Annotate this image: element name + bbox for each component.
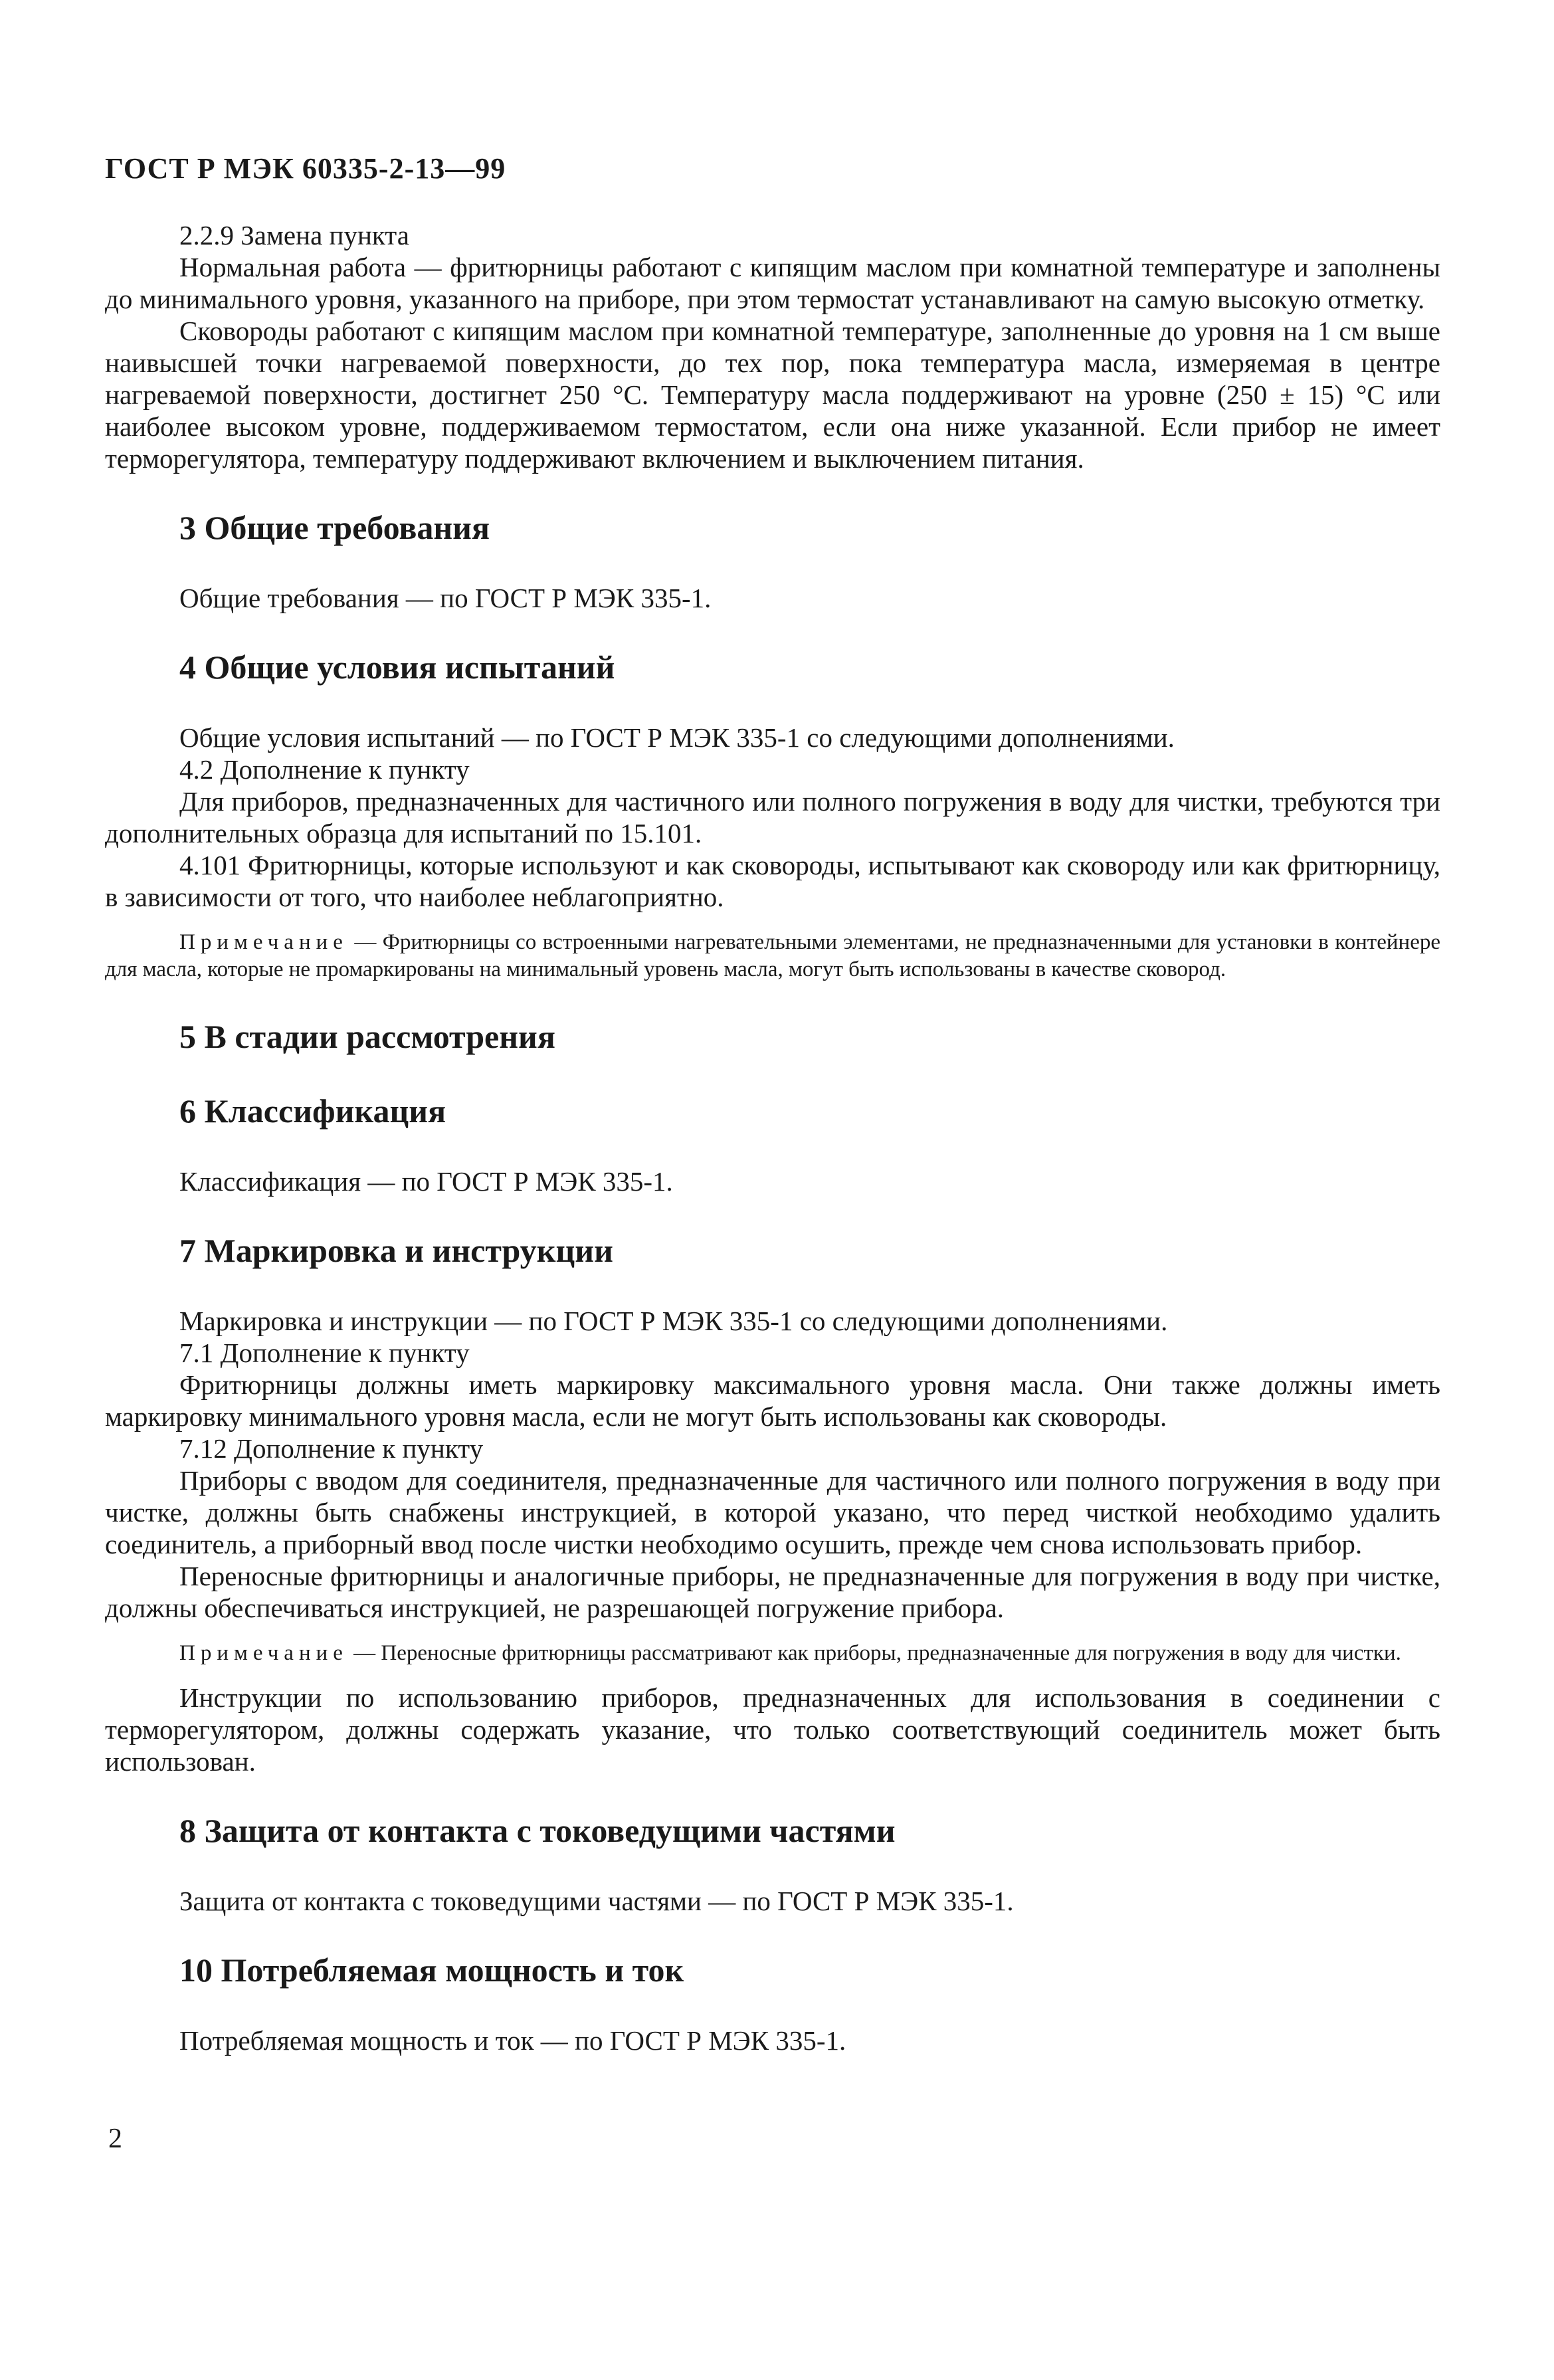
spacer xyxy=(105,1667,1440,1682)
paragraph: Фритюрницы должны иметь маркировку максимального уровня масла. Они также должны иметь маркировку минимального уровня масла, если не могут быть использованы как сковороды. xyxy=(105,1369,1440,1432)
note-text: — Переносные фритюрницы рассматривают как приборы, предназначенные для погружения в воду для чистки. xyxy=(347,1641,1401,1665)
section-heading-10: 10 Потребляемая мощность и ток xyxy=(179,1951,684,1989)
section-heading-5: 5 В стадии рассмотрения xyxy=(179,1018,555,1055)
section-heading-3: 3 Общие требования xyxy=(179,509,490,546)
paragraph: Сковороды работают с кипящим маслом при комнатной температуре, заполненные до уровня на 1 см выше наивысшей точки нагреваемой поверхности, до тех пор, пока температура масла, измеряемая в центре нагреваемой поверхности, достигнет 250 °С. Температуру масла поддерживают на уровне (250 ± 15) °С или наиболее высоком уровне, поддерживаемом термостатом, если она ниже указанной. Если прибор не имеет терморегулятора, температуру поддерживают включением и выключением питания. xyxy=(105,316,1440,474)
section-heading-7: 7 Маркировка и инструкции xyxy=(179,1232,613,1269)
clause-7-12-title: 7.12 Дополнение к пункту xyxy=(179,1433,484,1464)
note xyxy=(105,929,1440,983)
paragraph: Защита от контакта с токоведущими частями — по ГОСТ Р МЭК 335-1. xyxy=(179,1886,1014,1916)
clause-7-1-title: 7.1 Дополнение к пункту xyxy=(179,1338,470,1368)
document-header: ГОСТ Р МЭК 60335-2-13—99 xyxy=(105,152,506,185)
paragraph: Общие требования — по ГОСТ Р МЭК 335-1. xyxy=(179,583,712,613)
paragraph: Маркировка и инструкции — по ГОСТ Р МЭК 335-1 со следующими дополнениями. xyxy=(179,1306,1168,1336)
note-label: Примечание xyxy=(179,930,348,954)
paragraph: 4.101 Фритюрницы, которые используют и как сковороды, испытывают как сковороду или как фритюрницу, в зависимости от того, что наиболее неблагоприятно. xyxy=(105,850,1440,912)
clause-4-2-title: 4.2 Дополнение к пункту xyxy=(179,754,470,785)
note-text: — Фритюрницы со встроенными нагревательными элементами, не предназначенными для установки в контейнере для масла, которые не промаркированы на минимальный уровень масла, могут быть использованы в качестве сковород. xyxy=(105,930,1440,981)
section-heading-4: 4 Общие условия испытаний xyxy=(179,648,615,686)
paragraph: Переносные фритюрницы и аналогичные приборы, не предназначенные для погружения в воду при чистке, должны обеспечиваться инструкцией, не разрешающей погружение прибора. xyxy=(105,1561,1440,1623)
note xyxy=(105,1640,1440,1667)
paragraph: Инструкции по использованию приборов, предназначенных для использования в соединении с терморегулятором, должны содержать указание, что только соответствующий соединитель может быть использован. xyxy=(105,1682,1440,1777)
paragraph: Нормальная работа — фритюрницы работают с кипящим маслом при комнатной температуре и заполнены до минимального уровня, указанного на приборе, при этом термостат устанавливают на самую высокую отметку. xyxy=(105,252,1440,314)
page-number: 2 xyxy=(108,2124,122,2154)
paragraph: Классификация — по ГОСТ Р МЭК 335-1. xyxy=(179,1166,673,1197)
note-label: Примечание xyxy=(179,1641,348,1665)
document-body xyxy=(105,219,1440,2056)
paragraph: Приборы с вводом для соединителя, предназначенные для частичного или полного погружения в воду при чистке, должны быть снабжены инструкцией, в которой указано, что перед чисткой необходимо удалить соединитель, а приборный ввод после чистки необходимо осушить, прежде чем снова использовать прибор. xyxy=(105,1465,1440,1559)
section-heading-6: 6 Классификация xyxy=(179,1092,446,1130)
paragraph: Для приборов, предназначенных для частичного или полного погружения в воду для чистки, требуются три дополнительных образца для испытаний по 15.101. xyxy=(105,786,1440,848)
clause-2-2-9-title: 2.2.9 Замена пункта xyxy=(179,220,409,250)
paragraph: Потребляемая мощность и ток — по ГОСТ Р МЭК 335-1. xyxy=(179,2025,846,2056)
section-heading-8: 8 Защита от контакта с токоведущими частями xyxy=(179,1812,896,1849)
paragraph: Общие условия испытаний — по ГОСТ Р МЭК 335-1 со следующими дополнениями. xyxy=(179,722,1175,753)
